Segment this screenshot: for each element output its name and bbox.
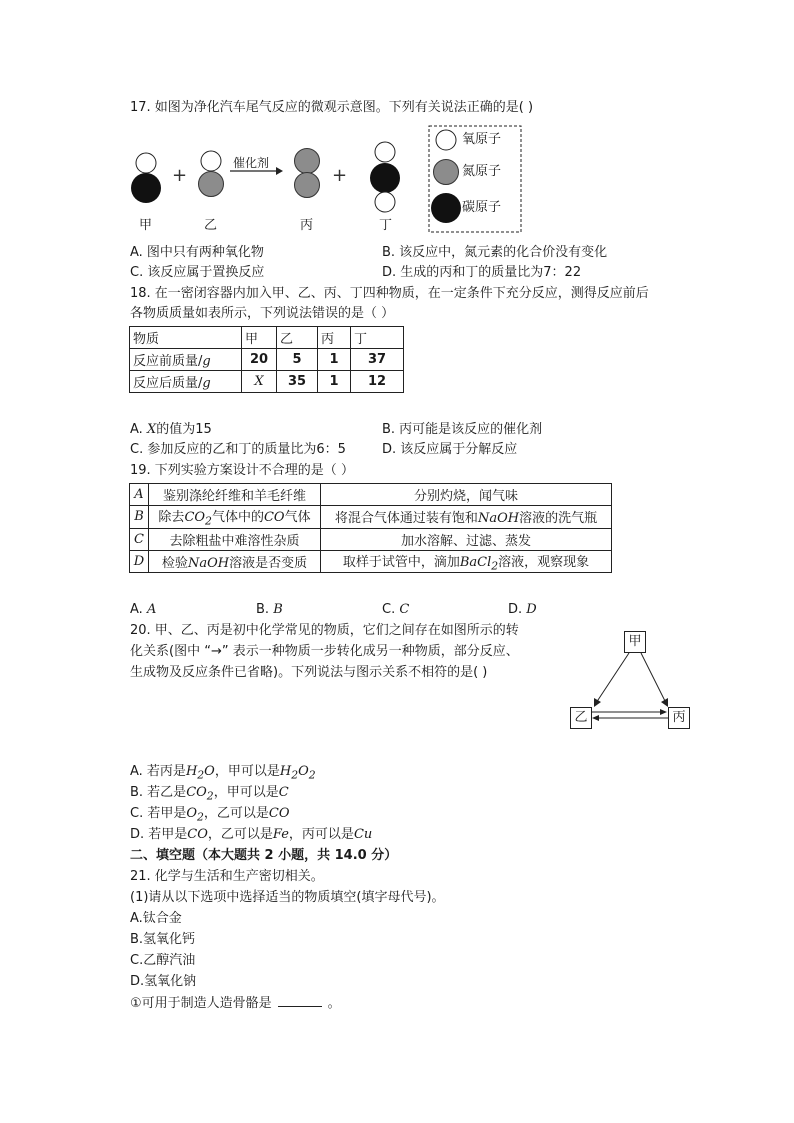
- table-cell: 1: [318, 371, 351, 393]
- table-cell: X: [242, 371, 277, 393]
- label-jia: 甲: [139, 218, 153, 233]
- formula-sub: 2: [291, 768, 299, 782]
- q18-mass-table: [129, 326, 404, 393]
- q18-option-b[interactable]: B. 丙可能是该反应的催化剂: [382, 422, 543, 437]
- table-cell: 35: [277, 371, 318, 393]
- node-jia: 甲: [624, 631, 646, 653]
- cell-text: 反应后质量/: [133, 376, 203, 391]
- option-text: ，甲可以是: [214, 764, 280, 779]
- option-text: C. 若甲是: [130, 806, 187, 821]
- oxygen-atom: [375, 192, 395, 212]
- cell-unit: g: [202, 376, 211, 391]
- option-label: D.: [508, 602, 527, 617]
- cell-text: 气体中的: [211, 510, 264, 525]
- table-row: [130, 349, 404, 371]
- cell-text: 取样于试管中，滴加: [342, 554, 460, 570]
- option-value: B: [273, 602, 283, 617]
- q18-option-c[interactable]: C. 参加反应的乙和丁的质量比为6：5: [130, 442, 346, 457]
- cell-text: 溶液，观察现象: [498, 554, 590, 570]
- formula-sub: 2: [197, 768, 205, 782]
- arrow-head: [660, 709, 667, 715]
- q19-option-d[interactable]: [508, 601, 537, 619]
- legend-nitrogen-icon: [434, 160, 459, 185]
- cell-unit: g: [202, 354, 211, 369]
- oxygen-atom: [136, 153, 156, 173]
- q19-option-a[interactable]: [130, 601, 156, 619]
- table-cell: 37: [351, 349, 404, 371]
- q20-stem-line3: 生成物及反应条件已省略)。下列说法与图示关系不相符的是( ): [130, 665, 488, 680]
- table-cell: 丁: [351, 327, 404, 349]
- formula: CO: [186, 785, 207, 800]
- table-cell: D: [130, 550, 149, 573]
- catalyst-label: 催化剂: [233, 156, 270, 170]
- item-text: ①可用于制造人造骨骼是: [130, 996, 272, 1011]
- q20-option-c[interactable]: [130, 805, 290, 827]
- formula-sub: 2: [197, 810, 204, 824]
- legend-oxygen-label: 氧原子: [462, 132, 502, 147]
- formula: H: [185, 764, 198, 779]
- molecule-jia: [131, 153, 161, 203]
- q21-choice-d: D.氢氧化钠: [130, 974, 197, 989]
- formula: CO: [268, 806, 290, 821]
- formula: Cu: [353, 827, 373, 842]
- cell-text: 溶液的洗气瓶: [519, 511, 598, 527]
- cell-text: 溶液是否变质: [229, 555, 308, 571]
- q21-stem: 21. 化学与生活和生产密切相关。: [130, 869, 324, 884]
- section-heading: 二、填空题（本大题共 2 小题，共 14.0 分）: [130, 848, 398, 863]
- legend-oxygen-icon: [436, 130, 456, 150]
- table-cell: 甲: [242, 327, 277, 349]
- carbon-atom: [370, 163, 400, 193]
- formula: O: [298, 764, 309, 779]
- q19-option-b[interactable]: [256, 601, 283, 619]
- q17-option-b[interactable]: B. 该反应中，氮元素的化合价没有变化: [382, 245, 608, 260]
- table-row: [130, 506, 612, 529]
- molecule-bing: [295, 149, 320, 198]
- q20-stem-line1: 20. 甲、乙、丙是初中化学常见的物质，它们之间存在如图所示的转: [130, 623, 519, 638]
- arrow-head: [594, 698, 601, 707]
- reaction-arrow-head: [276, 167, 283, 175]
- formula-sub: 2: [308, 768, 316, 782]
- option-text: A. 若丙是: [130, 764, 186, 779]
- oxygen-atom: [375, 142, 395, 162]
- table-cell: 鉴别涤纶纤维和羊毛纤维: [149, 484, 321, 506]
- option-text: ，丙可以是: [288, 827, 354, 842]
- carbon-atom: [131, 173, 161, 203]
- formula: Fe: [272, 827, 289, 842]
- q20-option-a[interactable]: [130, 763, 316, 785]
- option-value: C: [399, 602, 410, 617]
- q20-stem-line2: 化关系(图中 “→” 表示一种物质一步转化成另一种物质，部分反应、: [130, 644, 519, 659]
- table-cell: [149, 506, 321, 529]
- nitrogen-atom: [199, 172, 224, 197]
- cell-text: 将混合气体通过装有饱和: [334, 511, 478, 527]
- table-cell: C: [130, 528, 149, 550]
- table-cell: 1: [318, 349, 351, 371]
- cell-text: 除去: [158, 510, 185, 525]
- option-label: C.: [382, 602, 400, 617]
- q20-option-b[interactable]: [130, 784, 289, 806]
- q17-option-c[interactable]: C. 该反应属于置换反应: [130, 265, 265, 280]
- option-var: X: [146, 422, 157, 437]
- table-cell: A: [130, 484, 149, 506]
- formula: CO: [263, 510, 285, 525]
- option-label: A.: [130, 602, 147, 617]
- q18-option-d[interactable]: D. 该反应属于分解反应: [382, 442, 518, 457]
- table-cell: 20: [242, 349, 277, 371]
- table-cell: 加水溶解、过滤、蒸发: [321, 528, 612, 550]
- table-row: [130, 528, 612, 550]
- formula: O: [186, 806, 198, 821]
- option-value: A: [146, 602, 157, 617]
- q18-option-a[interactable]: [130, 421, 212, 439]
- table-cell: B: [130, 506, 149, 529]
- table-cell: 分别灼烧，闻气味: [321, 484, 612, 506]
- q18-stem-line2: 各物质质量如表所示，下列说法错误的是（ ）: [130, 306, 395, 321]
- label-bing: 丙: [300, 218, 314, 233]
- table-cell: 乙: [277, 327, 318, 349]
- formula-sub: 2: [206, 789, 214, 803]
- label-ding: 丁: [379, 218, 393, 233]
- formula: CO: [187, 827, 208, 842]
- table-row: [130, 484, 612, 506]
- cell-text: 检验: [161, 555, 188, 571]
- legend-carbon-label: 碳原子: [462, 200, 502, 215]
- molecule-yi: [199, 151, 224, 197]
- arrow-jia-to-yi: [596, 653, 629, 703]
- legend-nitrogen-label: 氮原子: [462, 164, 502, 179]
- plus-sign: +: [332, 165, 348, 186]
- nitrogen-atom: [295, 173, 320, 198]
- answer-blank[interactable]: [278, 994, 322, 1007]
- table-row: [130, 327, 404, 349]
- table-cell: 物质: [130, 327, 242, 349]
- formula: CO: [184, 510, 206, 525]
- table-row: [130, 371, 404, 393]
- formula: O: [204, 764, 215, 779]
- option-text: D. 若甲是: [130, 827, 188, 842]
- cell-text: 反应前质量/: [133, 354, 203, 369]
- option-label: A.: [130, 422, 147, 437]
- q21-item-1: [130, 994, 341, 1013]
- formula: NaOH: [477, 511, 520, 527]
- q21-choice-c: C.乙醇汽油: [130, 953, 196, 968]
- formula: C: [278, 785, 289, 800]
- formula: H: [279, 764, 292, 779]
- node-bing: 丙: [668, 707, 690, 729]
- plus-sign: +: [172, 165, 188, 186]
- q19-option-c[interactable]: [382, 601, 409, 619]
- table-cell: [321, 550, 612, 573]
- formula: BaCl: [459, 554, 492, 570]
- arrow-head: [592, 715, 599, 721]
- q19-stem: 19. 下列实验方案设计不合理的是（ ）: [130, 463, 354, 478]
- q18-stem-line1: 18. 在一密闭容器内加入甲、乙、丙、丁四种物质，在一定条件下充分反应，测得反应前后: [130, 286, 649, 301]
- node-yi: 乙: [570, 707, 592, 729]
- table-cell: [130, 349, 242, 371]
- q19-experiment-table: [129, 483, 612, 573]
- molecule-ding: [370, 142, 400, 212]
- q17-option-a[interactable]: A. 图中只有两种氧化物: [130, 245, 264, 260]
- option-text: ，乙可以是: [203, 806, 269, 821]
- option-text: B. 若乙是: [130, 785, 187, 800]
- table-cell: 5: [277, 349, 318, 371]
- arrow-jia-to-bing: [641, 653, 666, 703]
- table-cell: 丙: [318, 327, 351, 349]
- q21-choice-b: B.氢氧化钙: [130, 932, 196, 947]
- table-cell: [130, 371, 242, 393]
- option-text: ，乙可以是: [207, 827, 273, 842]
- q21-choice-a: A.钛合金: [130, 911, 182, 926]
- table-row: [130, 550, 612, 573]
- option-value: D: [526, 602, 537, 617]
- q20-option-d[interactable]: [130, 826, 372, 844]
- legend-carbon-icon: [431, 193, 461, 223]
- formula: NaOH: [187, 555, 230, 571]
- table-cell: 12: [351, 371, 404, 393]
- cell-text: 气体: [284, 510, 311, 525]
- oxygen-atom: [201, 151, 221, 171]
- table-cell: [321, 506, 612, 529]
- option-text: ，甲可以是: [213, 785, 279, 800]
- option-label: B.: [256, 602, 274, 617]
- formula-sub: 2: [491, 559, 499, 573]
- item-text: 。: [327, 996, 341, 1011]
- formula-sub: 2: [205, 514, 212, 528]
- option-text: 的值为15: [156, 422, 212, 437]
- table-cell: [149, 550, 321, 573]
- nitrogen-atom: [295, 149, 320, 174]
- q17-stem: 17. 如图为净化汽车尾气反应的微观示意图。下列有关说法正确的是( ): [130, 100, 534, 115]
- q17-option-d[interactable]: D. 生成的丙和丁的质量比为7：22: [382, 265, 582, 280]
- q21-subquestion-1: (1)请从以下选项中选择适当的物质填空(填字母代号)。: [130, 890, 445, 905]
- label-yi: 乙: [204, 218, 218, 233]
- table-cell: 去除粗盐中难溶性杂质: [149, 528, 321, 550]
